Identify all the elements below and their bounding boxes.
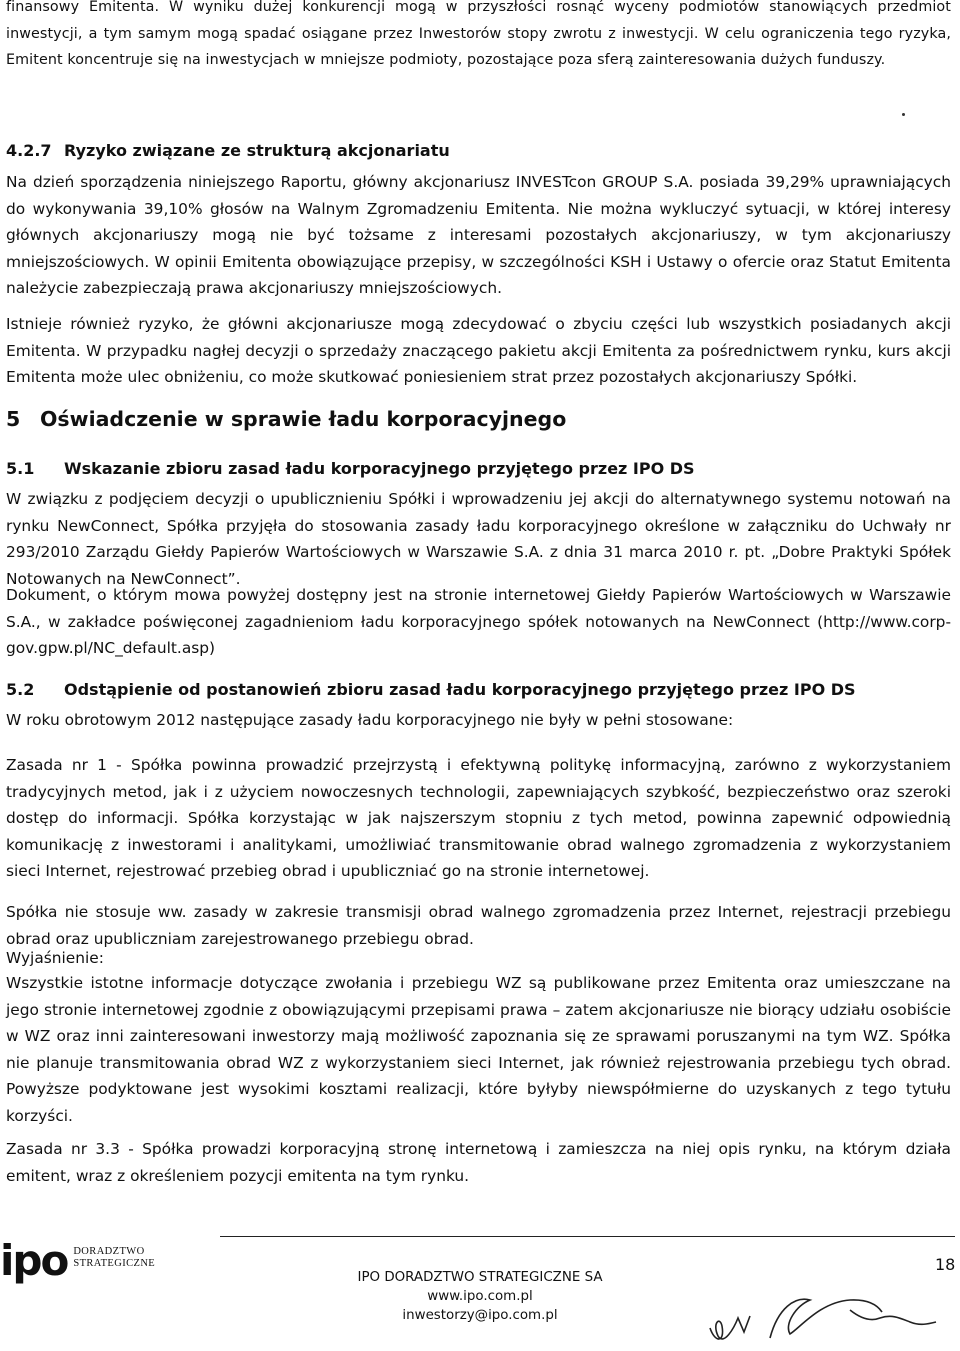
logo-line-2: STRATEGICZNE <box>73 1258 156 1269</box>
footer-divider <box>220 1236 955 1237</box>
paragraph: Istnieje również ryzyko, że główni akcjonariusze mogą zdecydować o zbyciu części lub wszystkich posiadanych akcji Emitenta. W przypadku nagłej decyzji o sprzedaży znaczącego pakietu akcji Emitenta za pośrednictwem rynku, kurs akcji Emitenta może ulec obniżeniu, co może skutkować poniesieniem strat przez pozostałych akcjonariuszy Spółki. <box>6 315 951 386</box>
section-number: 5.2 <box>6 680 35 699</box>
section-5-2-heading <box>6 680 856 699</box>
website-link[interactable]: www.ipo.com.pl <box>427 1289 533 1304</box>
signature-1 <box>710 1316 750 1339</box>
paragraph: W związku z podjęciem decyzji o upublicznieniu Spółki i wprowadzeniu jej akcji do alternatywnego systemu notowań na rynku NewConnect, Spółka przyjęła do stosowania zasady ładu korporacyjnego określone w załączniku do Uchwały nr 293/2010 Zarządu Giełdy Papierów Wartościowych w Warszawie S.A. z dnia 31 marca 2010 r. pt. „Dobre Praktyki Spółek Notowanych na NewConnect”. <box>6 490 951 588</box>
footer-contact <box>345 1268 615 1325</box>
section-5-2-intro <box>6 707 951 734</box>
logo-mark: ipo <box>0 1236 68 1285</box>
page-number: 18 <box>935 1255 956 1274</box>
explanation-label <box>6 945 951 972</box>
section-5-heading <box>6 407 566 431</box>
explanation <box>6 970 951 1129</box>
stray-mark <box>902 113 905 116</box>
section-number: 4.2.7 <box>6 141 52 160</box>
paragraph: Na dzień sporządzenia niniejszego Raportu, główny akcjonariusz INVESTcon GROUP S.A. posiada 39,29% uprawniających do wykonywania 39,10% głosów na Walnym Zgromadzeniu Emitenta. Nie można wykluczyć sytuacji, w której interesy głównych akcjonariuszy mogą nie być tożsame z interesami pozostałych akcjonariuszy, w tym akcjonariuszy mniejszościowych. W opinii Emitenta obowiązujące przepisy, w szczególności KSH i Ustawy o ofercie oraz Statut Emitenta należycie zabezpieczają prawa akcjonariuszy mniejszościowych. <box>6 173 951 297</box>
paragraph: Zasada nr 3.3 - Spółka prowadzi korporacyjną stronę internetową i zamieszcza na niej opis rynku, na którym działa emitent, wraz z określeniem pozycji emitenta na tym rynku. <box>6 1140 951 1185</box>
section-5-1-p1 <box>6 486 951 592</box>
paragraph: W roku obrotowym 2012 następujące zasady ładu korporacyjnego nie były w pełni stosowane: <box>6 711 734 729</box>
signatures <box>700 1288 940 1350</box>
section-4-2-7-p2 <box>6 311 951 391</box>
section-number: 5.1 <box>6 459 35 478</box>
section-title: Ryzyko związane ze strukturą akcjonariatu <box>64 141 450 160</box>
intro-paragraph <box>6 0 951 74</box>
section-title: Odstąpienie od postanowień zbioru zasad ładu korporacyjnego przyjętego przez IPO DS <box>64 680 856 699</box>
section-number: 5 <box>6 407 21 431</box>
paragraph: Spółka nie stosuje ww. zasady w zakresie transmisji obrad walnego zgromadzenia przez Internet, rejestracji przebiegu obrad oraz upubliczniam zarejestrowanego przebiegu obrad. <box>6 903 951 948</box>
signature-2 <box>770 1299 936 1338</box>
rule-1 <box>6 752 951 885</box>
section-5-1-heading <box>6 459 695 478</box>
section-title: Wskazanie zbioru zasad ładu korporacyjnego przyjętego przez IPO DS <box>64 459 695 478</box>
paragraph: Dokument, o którym mowa powyżej dostępny jest na stronie internetowej Giełdy Papierów Wartościowych w Warszawie S.A., w zakładce poświęconej zagadnieniom ładu korporacyjnego spółek notowanych na NewConnect (http://www.corp-gov.gpw.pl/NC_default.asp) <box>6 586 951 657</box>
label: Wyjaśnienie: <box>6 949 104 967</box>
intro-text: finansowy Emitenta. W wyniku dużej konkurencji mogą w przyszłości rosnąć wyceny podmiotów stanowiących przedmiot inwestycji, a tym samym mogą spadać osiągane przez Inwestorów stopy zwrotu z inwestycji. W celu ograniczenia tego ryzyka, Emitent koncentruje się na inwestycjach w mniejsze podmioty, pozostające poza sferą zainteresowania dużych funduszy. <box>6 0 951 68</box>
company-logo <box>0 1236 156 1285</box>
section-4-2-7-p1 <box>6 169 951 302</box>
section-5-1-p2 <box>6 582 951 662</box>
paragraph: Wszystkie istotne informacje dotyczące zwołania i przebiegu WZ są publikowane przez Emitenta oraz umieszczane na jego stronie internetowej zgodnie z obowiązującymi przepisami prawa – zatem akcjonariusze nie biorący udziału osobiście w WZ oraz inni zainteresowani inwestorzy mają możliwość zapoznania się ze sprawami poruszanymi na tym WZ. Spółka nie planuje transmitowania obrad WZ z wykorzystaniem sieci Internet, jak również rejestrowania przebiegu tych obrad. Powyższe podyktowane jest wysokimi kosztami realizacji, które byłyby niewspółmierne do uzyskanych z tego tytułu korzyści. <box>6 974 951 1125</box>
rule-3-3 <box>6 1136 951 1189</box>
paragraph: Zasada nr 1 - Spółka powinna prowadzić przejrzystą i efektywną politykę informacyjną, zarówno z wykorzystaniem tradycyjnych metod, jak i z użyciem nowoczesnych technologii, zapewniających szybkość, bezpieczeństwo oraz szeroki dostęp do informacji. Spółka korzystając w jak najszerszym stopniu z tych metod, powinna zapewnić odpowiednią komunikację z inwestorami i analitykami, umożliwiać transmitowanie obrad walnego zgromadzenia z wykorzystaniem sieci Internet, rejestrować przebieg obrad i upubliczniać go na stronie internetowej. <box>6 756 951 880</box>
company-name: IPO DORADZTWO STRATEGICZNE SA <box>357 1270 603 1285</box>
email-link[interactable]: inwestorzy@ipo.com.pl <box>402 1308 558 1323</box>
section-4-2-7-heading <box>6 141 450 160</box>
section-title: Oświadczenie w sprawie ładu korporacyjnego <box>40 407 567 431</box>
logo-subtitle <box>73 1246 155 1270</box>
logo-line-1: DORADZTWO <box>73 1246 145 1257</box>
